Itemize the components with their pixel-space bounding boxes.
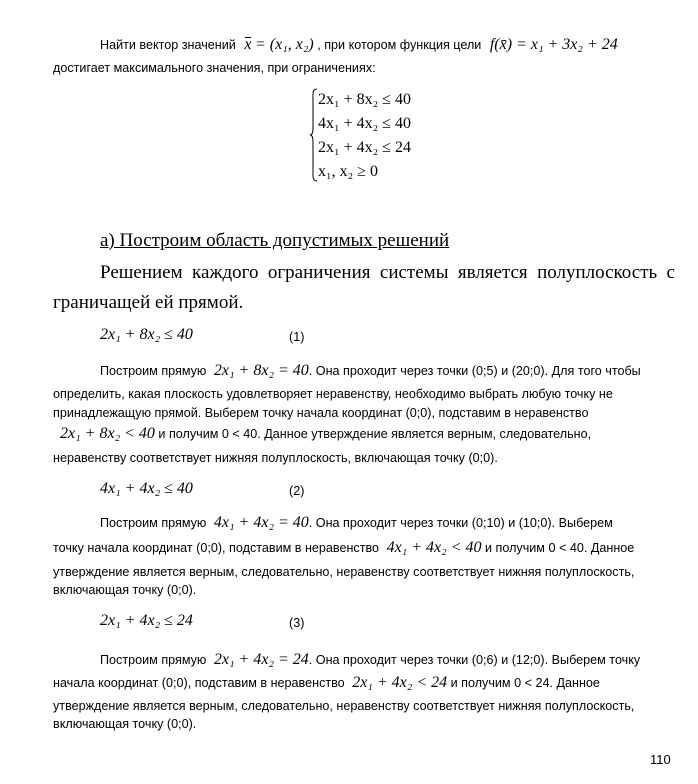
system-row-2: 4x₁ + 4x₂ ≤ 40 bbox=[318, 115, 411, 132]
c3-line-2 bbox=[53, 675, 600, 691]
c3-line-2b: и получим 0 < 24. Данное bbox=[447, 676, 600, 690]
c2-line-2 bbox=[53, 540, 634, 556]
c1-line-3: принадлежащую прямой. Выберем точку начала координат (0;0), подставим в неравенство bbox=[53, 406, 589, 420]
c1-test-ineq: 2x₁ + 8x₂ < 40 bbox=[60, 425, 155, 442]
c1-line-2: определить, какая плоскость удовлетворяет неравенству, необходимо выбрать любую точку не bbox=[53, 387, 613, 401]
system-row-1: 2x₁ + 8x₂ ≤ 40 bbox=[318, 91, 411, 108]
c2-line-eq: 4x₁ + 4x₂ = 40 bbox=[213, 514, 309, 531]
task-line-2: достигает максимального значения, при ограничениях: bbox=[53, 61, 376, 75]
system-brace bbox=[310, 88, 318, 182]
page-number: 110 bbox=[650, 752, 671, 767]
constraint-3-number: (3) bbox=[289, 616, 305, 630]
section-heading: а) Построим область допустимых решений bbox=[100, 230, 450, 251]
c2-line-4: включающая точку (0;0). bbox=[53, 583, 197, 597]
c3-line-1a: Построим прямую bbox=[100, 653, 207, 667]
constraint-2-number: (2) bbox=[289, 484, 305, 498]
task-intro-a: Найти вектор значений bbox=[100, 38, 236, 52]
constraint-3-ineq: 2x₁ + 4x₂ ≤ 24 bbox=[100, 612, 193, 629]
c2-line-1 bbox=[100, 515, 613, 531]
vector-definition: = (x₁, x₂) bbox=[254, 36, 314, 53]
c2-line-3: утверждение является верным, следовательно, неравенству соответствует нижняя полуплоскость, bbox=[53, 565, 635, 579]
c2-line-2b: и получим 0 < 40. Данное bbox=[481, 541, 635, 555]
c1-line-1 bbox=[100, 363, 641, 379]
c1-line-4b: и получим 0 < 40. Данное утверждение является верным, следовательно, bbox=[154, 427, 592, 441]
c3-line-1 bbox=[100, 652, 640, 668]
c3-line-2a: начала координат (0;0), подставим в неравенство bbox=[53, 676, 345, 690]
c3-line-1b: . Она проходит через точки (0;6) и (12;0). Выберем точку bbox=[308, 653, 641, 667]
constraint-1-number: (1) bbox=[289, 330, 305, 344]
c3-line-4: включающая точку (0;0). bbox=[53, 717, 197, 731]
c2-line-1a: Построим прямую bbox=[100, 516, 207, 530]
constraint-1-ineq: 2x₁ + 8x₂ ≤ 40 bbox=[100, 326, 193, 343]
c1-line-5: неравенству соответствует нижняя полуплоскость, включающая точку (0;0). bbox=[53, 451, 498, 465]
c3-line-3: утверждение является верным, следовательно, неравенству соответствует нижняя полуплоскость, bbox=[53, 699, 635, 713]
c1-line-1a: Построим прямую bbox=[100, 364, 207, 378]
c1-line-eq: 2x₁ + 8x₂ = 40 bbox=[213, 362, 309, 379]
c1-line-1b: . Она проходит через точки (0;5) и (20;0). Для того чтобы bbox=[308, 364, 641, 378]
c2-line-1b: . Она проходит через точки (0;10) и (10;0). Выберем bbox=[308, 516, 613, 530]
c3-test-ineq: 2x₁ + 4x₂ < 24 bbox=[352, 674, 448, 691]
lead-line-1: Решением каждого ограничения системы является полуплоскость с bbox=[100, 262, 675, 283]
constraint-2-ineq: 4x₁ + 4x₂ ≤ 40 bbox=[100, 480, 193, 497]
c2-line-2a: точку начала координат (0;0), подставим в неравенство bbox=[53, 541, 380, 555]
vector-x-symbol: x bbox=[244, 36, 252, 53]
system-row-4: x₁, x₂ ≥ 0 bbox=[318, 163, 378, 180]
objective-function: f(x̄) = x₁ + 3x₂ + 24 bbox=[489, 36, 618, 53]
task-intro-b: , при котором функция цели bbox=[317, 38, 482, 52]
system-row-3: 2x₁ + 4x₂ ≤ 24 bbox=[318, 139, 411, 156]
task-line-1 bbox=[100, 37, 618, 53]
lead-line-2: граничащей ей прямой. bbox=[53, 292, 244, 313]
c2-test-ineq: 4x₁ + 4x₂ < 40 bbox=[386, 539, 482, 556]
c1-line-4 bbox=[60, 426, 591, 442]
c3-line-eq: 2x₁ + 4x₂ = 24 bbox=[213, 651, 309, 668]
